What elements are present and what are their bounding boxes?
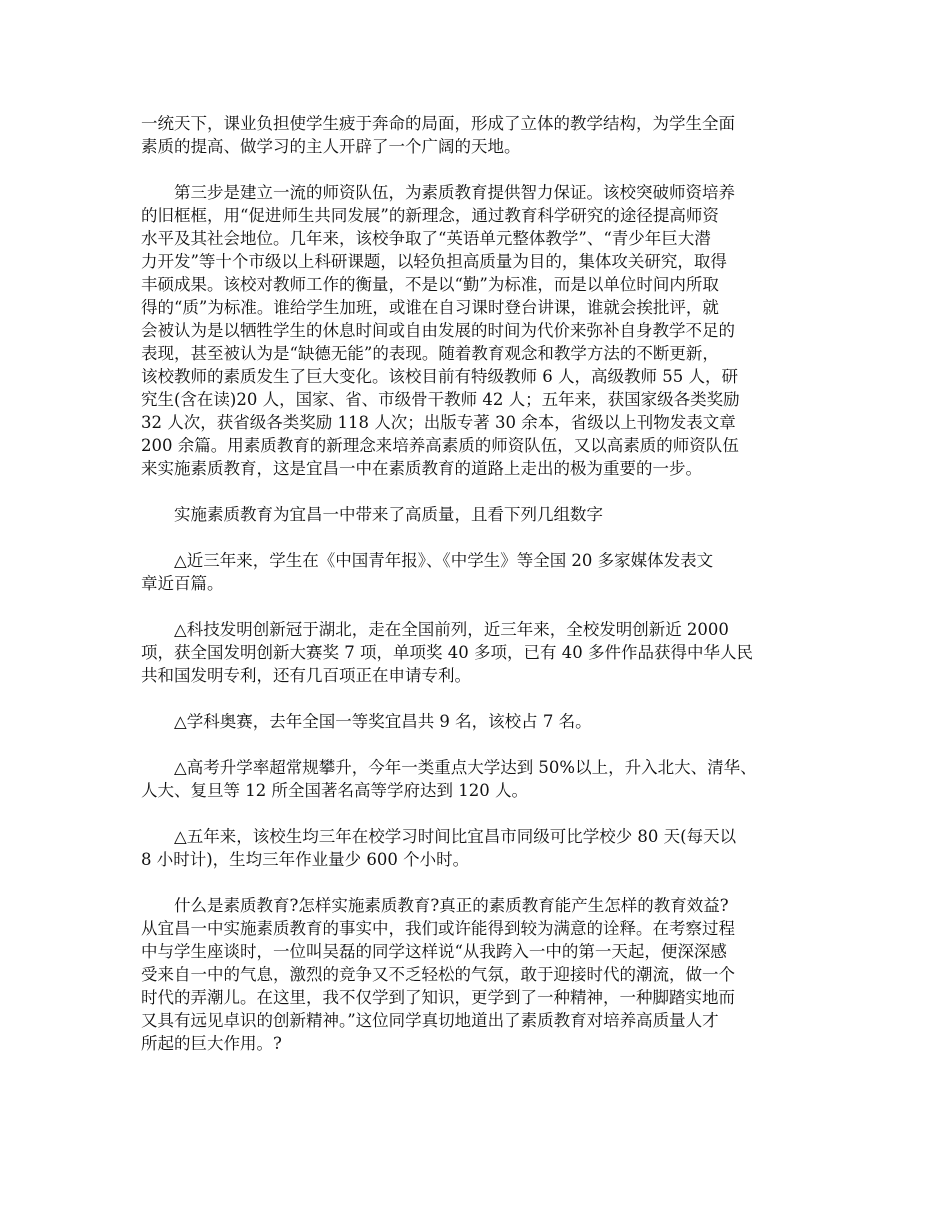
paragraph-1: 一统天下，课业负担使学生疲于奔命的局面，形成了立体的教学结构，为学生全面 素质的提高、做学习的主人开辟了一个广阔的天地。 (141, 114, 735, 156)
paragraph-2: 第三步是建立一流的师资队伍，为素质教育提供智力保证。该校突破师资培养 的旧框框，用“促进师生共同发展”的新理念，通过教育科学研究的途径提高师资 水平及其社会地位。几年来，该校争取了“英语单元整体教学”、“青少年巨大潜 力开发”等十个市级以上科研课题，以轻负担高质量为目的，集体攻关研究，取得 丰硕成果。该校对教师工作的衡量，不是以“勤”为标准，而是以单位时间内所取 得的“质”为标准。谁给学生加班，或谁在自习课时登台讲课，谁就会挨批评，就 会被认为是以牺牲学生的休息时间或自由发展的时间为代价来弥补自身教学不足的 表现，甚至被认为是“缺德无能”的表现。随着教育观念和教学方法的不断更新， 该校教师的素质发生了巨大变化。该校目前有特级教师 6 人，高级教师 55 人，研 究生(含在读)20 人，国家、省、市级骨干教师 42 人；五年来，获国家级各类奖励 32 人次，获省级各类奖励 118 人次；出版专著 30 余本，省级以上刊物发表文章 200 余篇。用素质教育的新理念来培养高素质的师资队伍，又以高素质的师资队伍 来实施素质教育，这是宜昌一中在素质教育的道路上走出的极为重要的一步。 (141, 183, 740, 478)
paragraph-5: △科技发明创新冠于湖北，走在全国前列，近三年来，全校发明创新近 2000 项，获全国发明创新大赛奖 7 项，单项奖 40 多项，已有 40 多件作品获得中华人民 共和国发明专利，还有几百项正在申请专利。 (141, 620, 753, 685)
paragraph-9: 什么是素质教育?怎样实施素质教育?真正的素质教育能产生怎样的教育效益? 从宜昌一中实施素质教育的事实中，我们或许能得到较为满意的诠释。在考察过程 中与学生座谈时，一位叫吴磊的同学这样说“从我跨入一中的第一天起，便深深感 受来自一中的气息，激烈的竞争又不乏轻松的气氛，敢于迎接时代的潮流，做一个 时代的弄潮儿。在这里，我不仅学到了知识，更学到了一种精神，一种脚踏实地而 又具有远见卓识的创新精神。”这位同学真切地道出了素质教育对培养高质量人才 所起的巨大作用。? (141, 896, 735, 1053)
paragraph-4: △近三年来，学生在《中国青年报》、《中学生》等全国 20 多家媒体发表文 章近百篇。 (141, 551, 714, 593)
document-body (141, 112, 815, 1078)
paragraph-8: △五年来，该校生均三年在校学习时间比宜昌市同级可比学校少 80 天(每天以 8 小时计)，生均三年作业量少 600 个小时。 (141, 827, 737, 869)
paragraph-7: △高考升学率超常规攀升，今年一类重点大学达到 50%以上，升入北大、清华、 人大、复旦等 12 所全国著名高等学府达到 120 人。 (141, 758, 757, 800)
paragraph-3: 实施素质教育为宜昌一中带来了高质量，且看下列几组数字 (174, 505, 603, 524)
paragraph-6: △学科奥赛，去年全国一等奖宜昌共 9 名，该校占 7 名。 (174, 712, 592, 731)
